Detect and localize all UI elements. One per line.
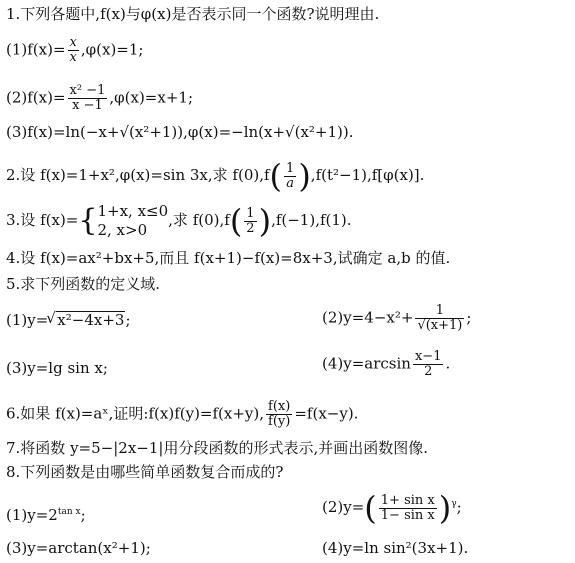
p8s1-pre: (1)y=2 bbox=[6, 506, 58, 524]
p3-fraction bbox=[244, 207, 256, 236]
p3-case-1: 1+x, x≤0 bbox=[97, 202, 169, 220]
p6-den: f(y) bbox=[268, 414, 291, 429]
p3-mid: ,求 f(0),f bbox=[168, 211, 230, 229]
problem-8-part-3: (3)y=arctan(x²+1); bbox=[6, 539, 151, 557]
p8s2-den: 1− sin x bbox=[380, 507, 435, 523]
p1s2-fraction bbox=[68, 84, 108, 113]
problem-8-part-2: (2)y=( $\frac{\text{1+ sin x}}{\text{1− sin x}}$ )$^\gamma$; bbox=[322, 489, 462, 527]
problem-8-part-1 bbox=[6, 502, 86, 525]
p2-den: a bbox=[284, 176, 296, 191]
problem-5-part-2 bbox=[322, 304, 471, 333]
p3-case-2: 2, x>0 bbox=[97, 221, 148, 239]
p3-post: ,f(−1),f(1). bbox=[271, 211, 352, 229]
p5s4-pre: (4)y=arcsin bbox=[322, 354, 411, 373]
p3-pre: 3.设 f(x)= bbox=[6, 211, 79, 229]
p8s1-post: ; bbox=[80, 506, 86, 524]
p5s4-den: 2 bbox=[413, 364, 444, 379]
problem-8-title: 8.下列函数是由哪些简单函数复合而成的? bbox=[6, 463, 284, 481]
p1s2-post: ,φ(x)=x+1; bbox=[109, 88, 194, 107]
problem-6 bbox=[6, 400, 358, 429]
p6-num: f(x) bbox=[268, 399, 291, 414]
p1s2-pre: (2)f(x)= bbox=[6, 88, 66, 107]
p1s1-den: x bbox=[69, 50, 77, 65]
p1s2-den: x −1 bbox=[68, 98, 108, 113]
p2-pre: 2.设 f(x)=1+x²,φ(x)=sin 3x,求 f(0),f bbox=[6, 166, 270, 184]
p1s1-post: ,φ(x)=1; bbox=[80, 40, 144, 59]
p5s2-den: √(x+1) bbox=[417, 318, 463, 333]
p5s4-fraction bbox=[413, 350, 444, 379]
problem-7: 7.将函数 y=5−|2x−1|用分段函数的形式表示,并画出函数图像. bbox=[6, 439, 428, 457]
p6-pre: 6.如果 f(x)=aˣ,证明:f(x)f(y)=f(x+y), bbox=[6, 404, 265, 423]
problem-5-part-1 bbox=[6, 310, 131, 330]
p8s2-fraction bbox=[379, 494, 437, 523]
p5s4-num: x−1 bbox=[414, 349, 442, 364]
p1s1-num: x bbox=[69, 35, 77, 50]
problem-5-part-3: (3)y=lg sin x; bbox=[6, 359, 108, 377]
problem-5-title: 5.求下列函数的定义域. bbox=[6, 275, 161, 293]
p8s2-num: 1+ sin x bbox=[380, 492, 435, 508]
problem-1-title: 1.下列各题中,f(x)与φ(x)是否表示同一个函数?说明理由. bbox=[6, 5, 380, 23]
p5s1-pre: (1)y= bbox=[6, 311, 49, 329]
p1s1-fraction bbox=[68, 36, 79, 65]
p8s2-post: ; bbox=[456, 498, 462, 516]
p2-post: ,f(t²−1),f[φ(x)]. bbox=[310, 166, 425, 184]
problem-8-part-4: (4)y=ln sin²(3x+1). bbox=[322, 539, 469, 557]
problem-3: 3.设 f(x)={ 1+x, x≤0 2, x>0 ,求 f(0),f( $\frac{1}{2}$ ),f(−1),f(1). bbox=[6, 202, 352, 240]
p1s2-num: x² −1 bbox=[69, 83, 106, 98]
p3-num: 1 bbox=[246, 205, 255, 221]
problem-1-part-2 bbox=[6, 84, 193, 113]
p6-fraction bbox=[266, 400, 292, 429]
p5s2-num: 1 bbox=[435, 303, 445, 318]
p5s2-pre: (2)y=4−x²+ bbox=[322, 308, 414, 327]
p1s1-pre: (1)f(x)= bbox=[6, 40, 66, 59]
p5s2-post: ; bbox=[466, 308, 472, 327]
p3-den: 2 bbox=[246, 220, 255, 236]
problem-1-part-1 bbox=[6, 36, 143, 65]
p5s2-fraction bbox=[415, 304, 464, 333]
p8s2-exponent: γ bbox=[451, 499, 457, 509]
p6-post: =f(x−y). bbox=[294, 404, 359, 423]
problem-5-part-4 bbox=[322, 350, 450, 379]
problem-2: 2.设 f(x)=1+x²,φ(x)=sin 3x,求 f(0),f( $\frac{1}{a}$ ),f(t²−1),f[φ(x)]. bbox=[6, 157, 425, 195]
p5s1-radicand: √ x²−4x+3 bbox=[56, 311, 125, 328]
p8s2-pre: (2)y= bbox=[322, 498, 365, 516]
p2-fraction bbox=[284, 162, 296, 191]
p5s4-post: . bbox=[445, 354, 451, 373]
problem-1-part-3: (3)f(x)=ln(−x+√(x²+1)),φ(x)=−ln(x+√(x²+1)). bbox=[6, 123, 354, 141]
p3-cases bbox=[97, 202, 168, 240]
p8s1-exponent: tan x bbox=[57, 507, 81, 517]
p5s1-post: ; bbox=[125, 311, 131, 329]
problem-4: 4.设 f(x)=ax²+bx+5,而且 f(x+1)−f(x)=8x+3,试确定 a,b 的值. bbox=[6, 249, 451, 267]
p2-num: 1 bbox=[286, 160, 295, 176]
